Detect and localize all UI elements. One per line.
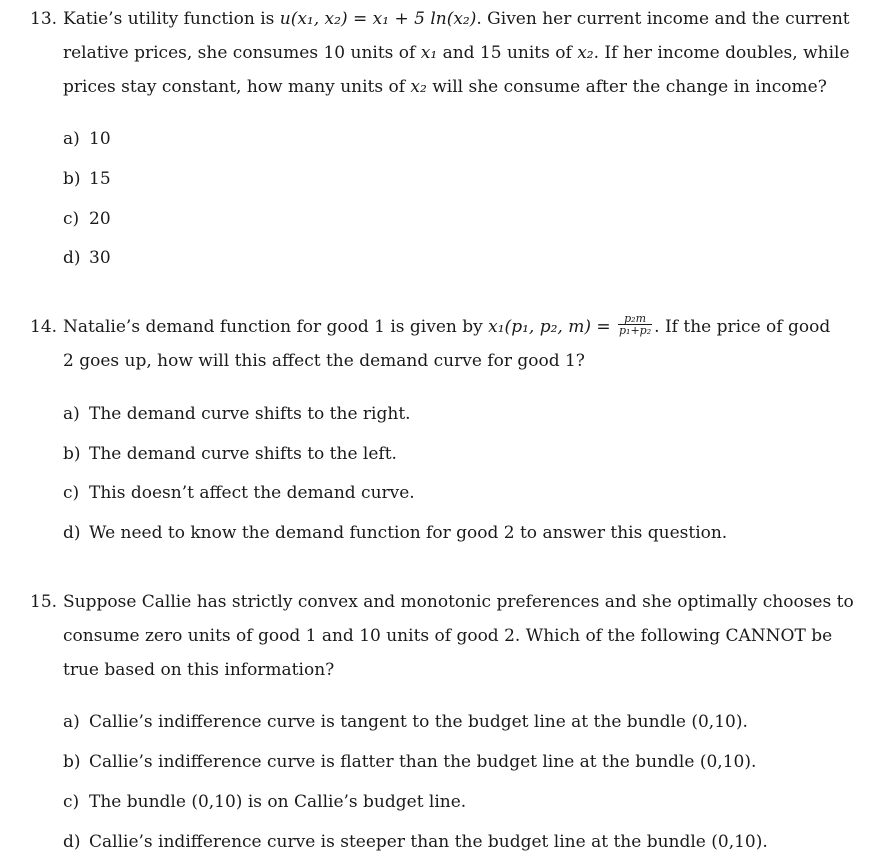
question-text-line (63, 8, 850, 30)
option-text: 10 (89, 129, 111, 149)
option-label: b) (63, 444, 81, 464)
answer-option[interactable] (63, 443, 397, 465)
demand-formula: x₁(p₁, p₂, m) = (488, 317, 611, 337)
option-text: We need to know the demand function for good 2 to answer this question. (89, 523, 728, 543)
question-text-line: 2 goes up, how will this affect the demand curve for good 1? (63, 351, 585, 371)
answer-option[interactable] (63, 751, 756, 773)
option-text: 30 (89, 248, 111, 268)
fraction-numerator: p₂m (618, 313, 652, 325)
option-label: a) (63, 404, 80, 424)
answer-option[interactable] (63, 128, 111, 150)
text-segment: . If her income doubles, while (593, 43, 850, 63)
option-text: 15 (89, 169, 111, 189)
text-segment: . Given her current income and the current (476, 9, 850, 29)
variable-x1: x₁ (420, 43, 438, 63)
option-text: The demand curve shifts to the left. (89, 444, 397, 464)
text-segment: and 15 units of (442, 43, 572, 63)
option-label: c) (63, 209, 80, 229)
option-label: a) (63, 712, 80, 732)
option-label: d) (63, 832, 81, 852)
answer-option[interactable] (63, 522, 727, 544)
option-label: c) (63, 792, 80, 812)
text-segment: prices stay constant, how many units of (63, 77, 406, 97)
question-text-line (63, 312, 831, 339)
option-text: The demand curve shifts to the right. (89, 404, 411, 424)
question-text-line (63, 76, 827, 98)
fraction-denominator: p₁+p₂ (619, 324, 652, 337)
question-text-line: true based on this information? (63, 660, 335, 680)
answer-option[interactable] (63, 482, 415, 504)
question-number: 13. (30, 9, 58, 29)
answer-option[interactable] (63, 403, 411, 425)
option-label: a) (63, 129, 80, 149)
question-number: 15. (30, 592, 58, 612)
answer-option[interactable] (63, 711, 748, 733)
text-segment: will she consume after the change in income? (432, 77, 827, 97)
option-label: b) (63, 752, 81, 772)
option-label: b) (63, 169, 81, 189)
question-number: 14. (30, 317, 58, 337)
text-segment: Katie’s utility function is (63, 9, 275, 29)
utility-formula: u(x₁, x₂) = x₁ + 5 ln(x₂) (279, 9, 477, 29)
demand-fraction (618, 313, 652, 336)
option-text: 20 (89, 209, 111, 229)
option-text: Callie’s indifference curve is tangent to the budget line at the bundle (0,10). (89, 712, 748, 732)
text-segment: relative prices, she consumes 10 units of (63, 43, 416, 63)
answer-option[interactable] (63, 208, 111, 230)
answer-option[interactable] (63, 831, 768, 853)
option-label: c) (63, 483, 80, 503)
question-text-line: Suppose Callie has strictly convex and monotonic preferences and she optimally chooses to (63, 592, 854, 612)
option-text: Callie’s indifference curve is steeper than the budget line at the bundle (0,10). (89, 832, 768, 852)
text-segment: Natalie’s demand function for good 1 is given by (63, 317, 483, 337)
option-label: d) (63, 523, 81, 543)
answer-option[interactable] (63, 791, 466, 813)
variable-x2: x₂ (577, 43, 594, 63)
question-text-line: consume zero units of good 1 and 10 units of good 2. Which of the following CANNOT be (63, 626, 833, 646)
text-segment: . If the price of good (654, 317, 831, 337)
option-label: d) (63, 248, 81, 268)
option-text: The bundle (0,10) is on Callie’s budget line. (89, 792, 467, 812)
variable-x2: x₂ (410, 77, 427, 97)
question-text-line (63, 42, 850, 64)
option-text: This doesn’t affect the demand curve. (89, 483, 415, 503)
option-text: Callie’s indifference curve is flatter than the budget line at the bundle (0,10). (89, 752, 757, 772)
answer-option[interactable] (63, 247, 111, 269)
answer-option[interactable] (63, 168, 111, 190)
